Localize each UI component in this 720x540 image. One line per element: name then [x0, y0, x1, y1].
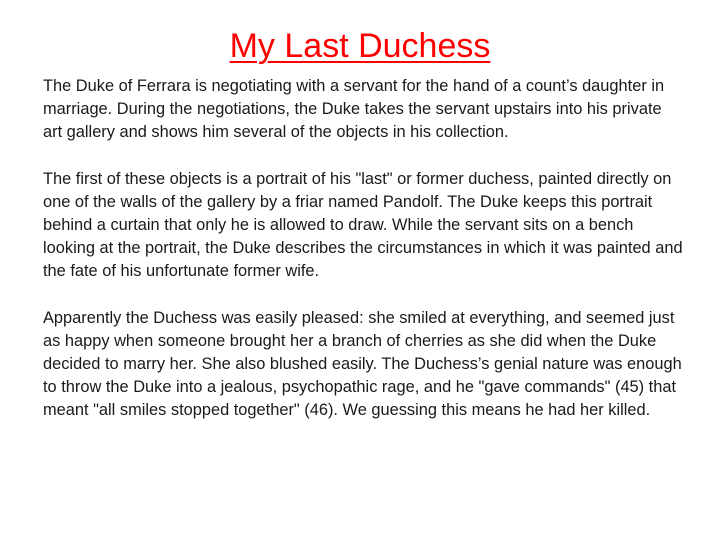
- slide-body: [43, 75, 683, 446]
- paragraph-portrait: The first of these objects is a portrait of his "last" or former duchess, painted directly on one of the walls of the gallery by a friar named Pandolf. The Duke keeps this portrait behind a curtain that only he is allowed to draw. While the servant sits on a bench looking at the portrait, the Duke describes the circumstances in which it was painted and the fate of his unfortunate former wife.: [43, 169, 683, 281]
- paragraph-intro: The Duke of Ferrara is negotiating with a servant for the hand of a count’s daughter in marriage. During the negotiations, the Duke takes the servant upstairs into his private art gallery and shows him several of the objects in his collection.: [43, 77, 665, 142]
- slide-title: My Last Duchess: [229, 27, 491, 65]
- paragraph-duchess: Apparently the Duchess was easily pleased: she smiled at everything, and seemed just as happy when someone brought her a branch of cherries as she did when the Duke decided to marry her. She also blushed easily. The Duchess’s genial nature was enough to throw the Duke into a jealous, psychopathic rage, and he "gave commands" (45) that meant "all smiles stopped together" (46). We guessing this means he had her killed.: [43, 308, 682, 420]
